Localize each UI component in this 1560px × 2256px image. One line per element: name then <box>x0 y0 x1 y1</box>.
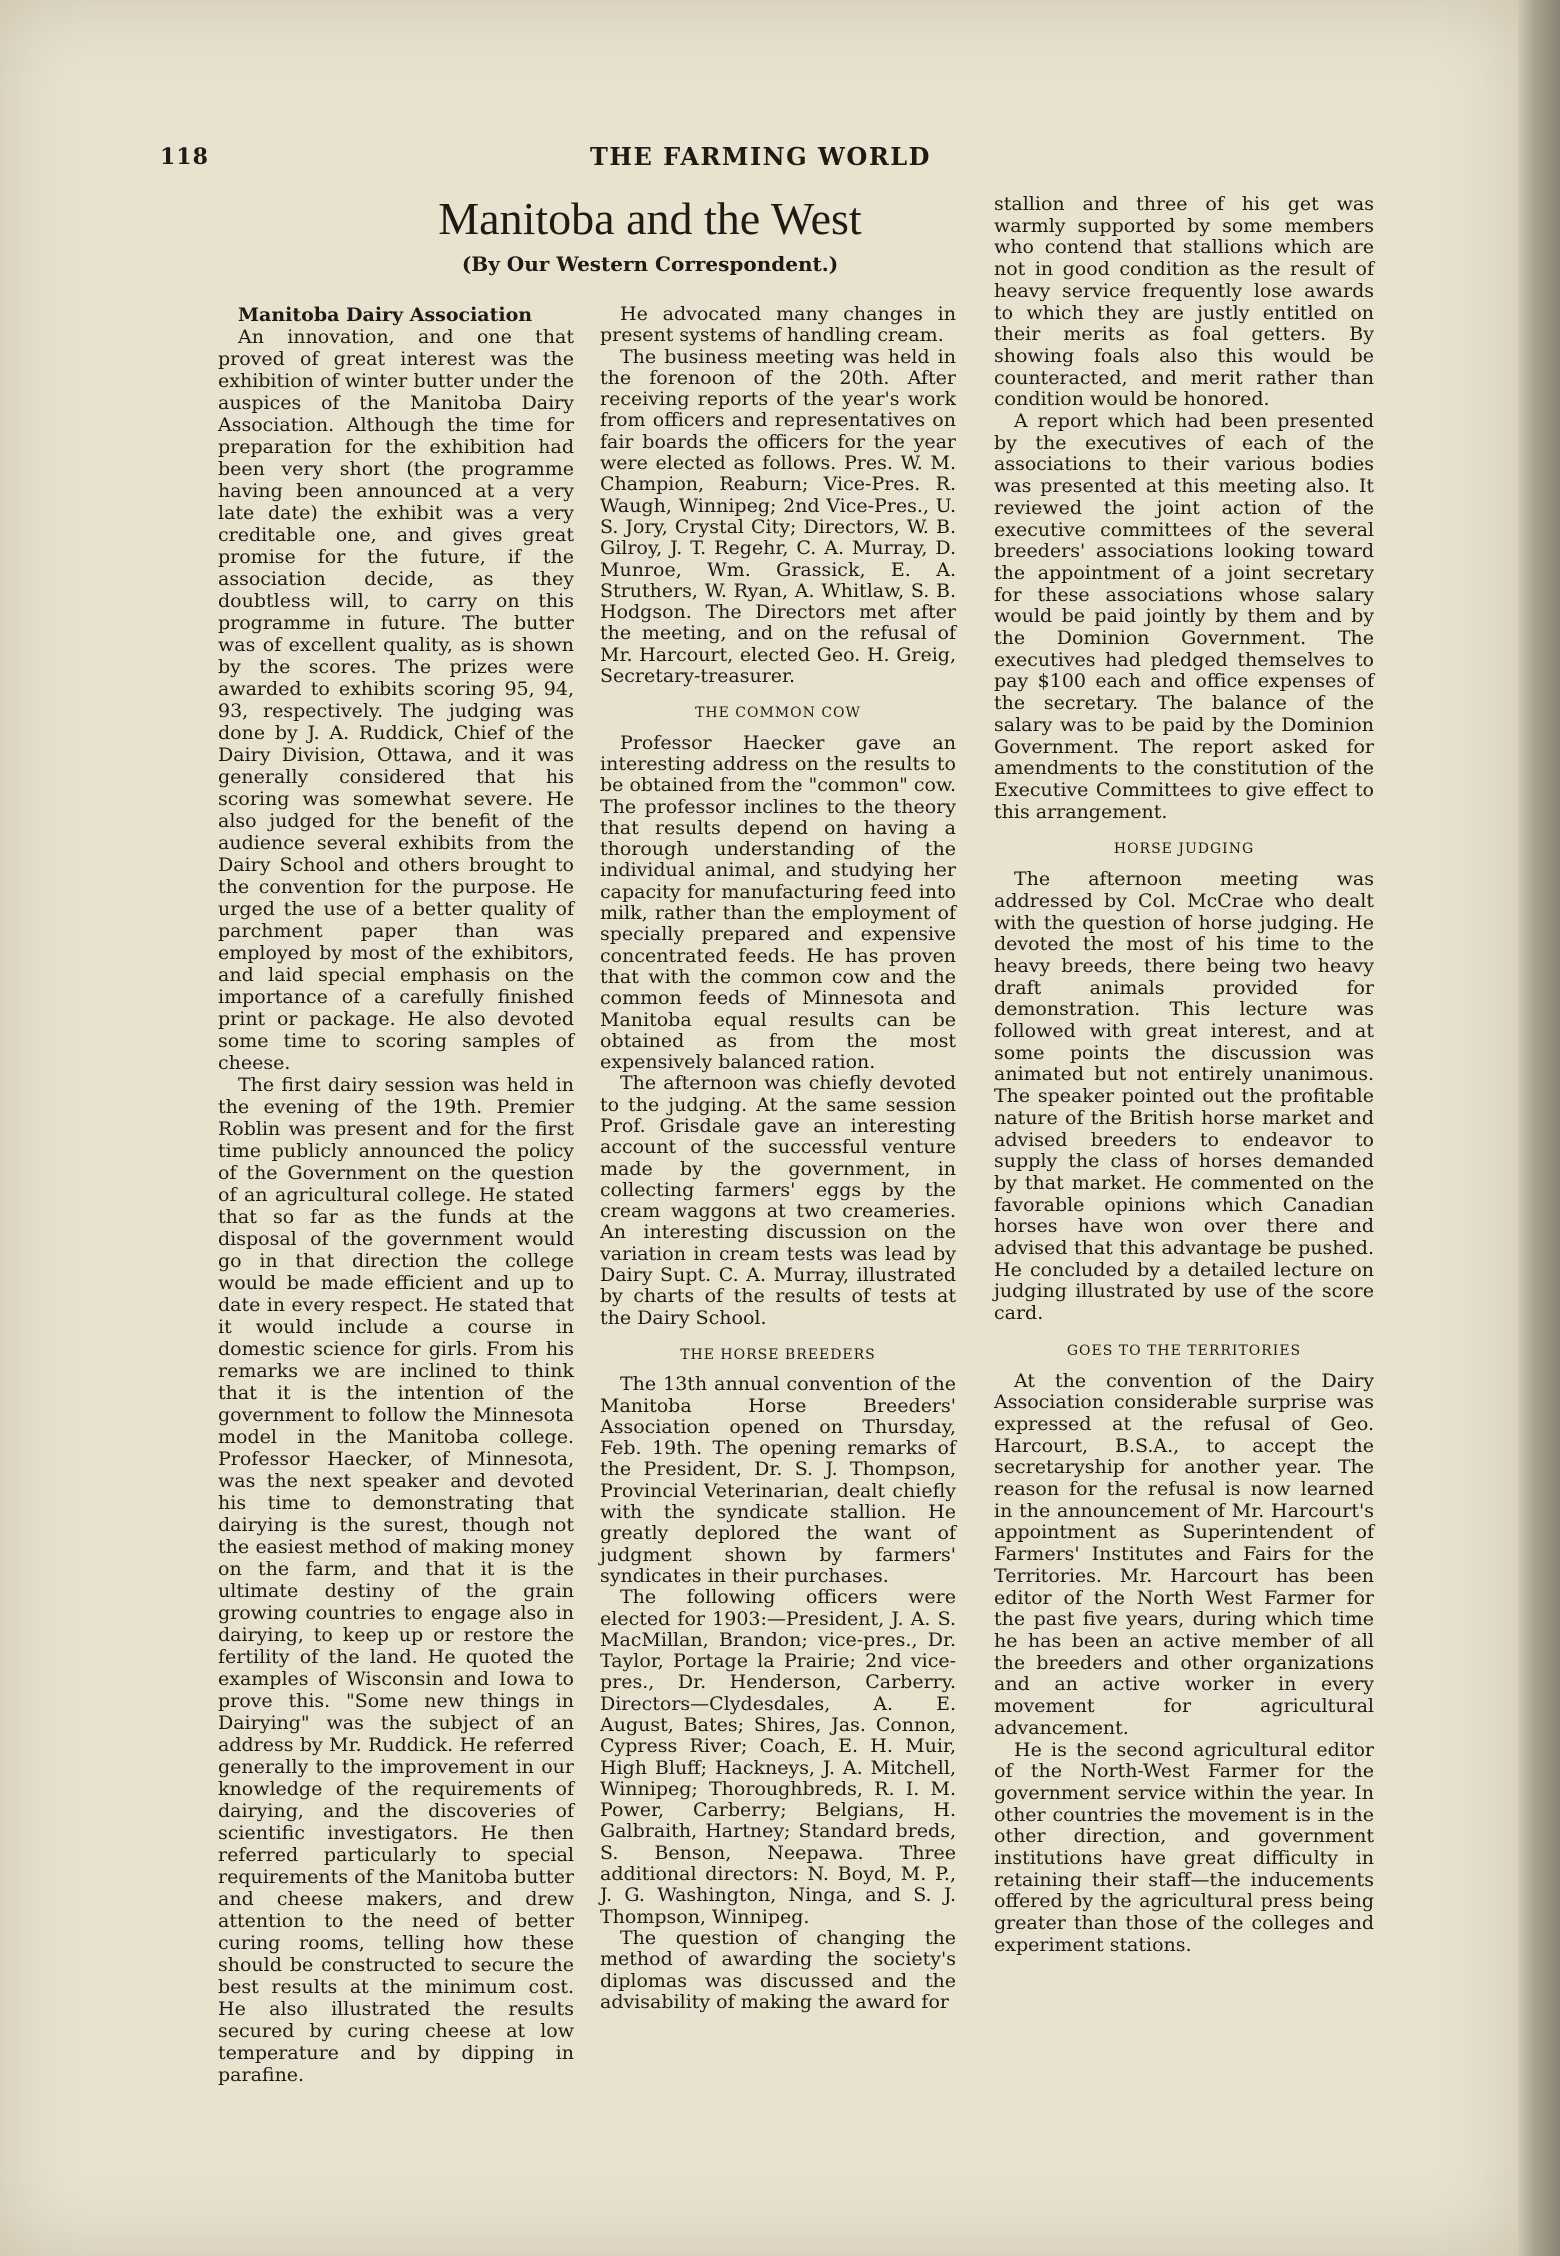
paragraph: He is the second agricultural editor of the North-West Farmer for the government service within the year. In other countries the movement is in the other direction, and government institutions have great difficulty in retaining their staff—the inducements offered by the agricultural press being greater than those of the colleges and experiment stations. <box>994 1738 1374 1956</box>
article-byline: (By Our Western Correspondent.) <box>461 252 839 276</box>
article-title: Manitoba and the West <box>438 193 862 244</box>
section-heading: GOES TO THE TERRITORIES <box>1066 1342 1302 1359</box>
paragraph: The 13th annual convention of the Manitoba Horse Breeders' Association opened on Thursday, Feb. 19th. The opening remarks of the President, Dr. S. J. Thompson, Provincial Veterinarian, dealt chiefly with the syndicate stallion. He greatly deplored the want of judgment shown by farmers' syndicates in their purchases. <box>600 1373 956 1587</box>
paragraph: The question of changing the method of awarding the society's diplomas was discussed and the advisability of making the award for <box>600 1926 956 2013</box>
page-number: 118 <box>160 144 209 170</box>
section-heading: HORSE JUDGING <box>1113 841 1255 858</box>
paragraph: He advocated many changes in present systems of handling cream. <box>600 303 956 347</box>
paragraph: A report which had been presented by the executives of each of the associations to their various bodies was presented at this meeting also. It reviewed the joint action of the executive committees of the several breeders' associations looking toward the appointment of a joint secretary for these associations whose salary would be paid jointly by them and by the Dominion Government. The executives had pledged themselves to pay $100 each and office expenses of the secretary. The balance of the salary was to be paid by the Dominion Government. The report asked for amendments to the constitution of the Executive Committees to give effect to this arrangement. <box>994 410 1374 823</box>
column-1 <box>218 304 574 2086</box>
section-heading: THE HORSE BREEDERS <box>680 1346 876 1363</box>
paragraph: stallion and three of his get was warmly supported by some members who contend that stallions which are not in good condition as the result of heavy service frequently lose awards to which they are justly entitled on their merits as foal getters. By showing foals also this would be counteracted, and merit rather than condition would be honored. <box>994 193 1374 411</box>
paragraph: The afternoon was chiefly devoted to the judging. At the same session Prof. Grisdale gave an interesting account of the successful venture made by the government, in collecting farmers' eggs by the cream waggons at two creameries. An interesting discussion on the variation in cream tests was lead by Dairy Supt. C. A. Murray, illustrated by charts of the results of tests at the Dairy School. <box>600 1072 956 1329</box>
section-heading: THE COMMON COW <box>695 705 861 722</box>
paragraph: The afternoon meeting was addressed by Col. McCrae who dealt with the question of horse judging. He devoted the most of his time to the heavy breeds, there being two heavy draft animals provided for demonstration. This lecture was followed with great interest, and at some points the discussion was animated but not entirely unanimous. The speaker pointed out the profitable nature of the British horse market and advised breeders to endeavor to supply the class of horses demanded by that market. He commented on the favorable opinions which Canadian horses have won over there and advised that this advantage be pushed. He concluded by a detailed lecture on judging illustrated by use of the score card. <box>994 868 1374 1325</box>
page-gutter <box>1518 0 1560 2256</box>
section-subhead: Manitoba Dairy Association <box>238 304 533 326</box>
paragraph: Professor Haecker gave an interesting address on the results to be obtained from the "common" cow. The professor inclines to the theory that results depend on having a thorough understanding of the individual animal, and studying her capacity for manufacturing feed into milk, rather than the employment of specially prepared and expensive concentrated feeds. He has proven that with the common cow and the common feeds of Minnesota and Manitoba equal results can be obtained as from the most expensively balanced ration. <box>600 731 956 1074</box>
column-2 <box>600 304 956 2013</box>
column-3 <box>994 194 1374 1957</box>
paragraph: The business meeting was held in the forenoon of the 20th. After receiving reports of the year's work from officers and representatives on fair boards the officers for the year were elected as follows. Pres. W. M. Champion, Reaburn; Vice-Pres. R. Waugh, Winnipeg; 2nd Vice-Pres., U. S. Jory, Crystal City; Directors, W. B. Gilroy, J. T. Regehr, C. A. Murray, D. Munroe, Wm. Grassick, E. A. Struthers, W. Ryan, A. Whitlaw, S. B. Hodgson. The Directors met after the meeting, and on the refusal of Mr. Harcourt, elected Geo. H. Greig, Secretary-treasurer. <box>600 345 956 688</box>
paragraph: The first dairy session was held in the evening of the 19th. Premier Roblin was present and for the first time publicly announced the policy of the Government on the question of an agricultural college. He stated that so far as the funds at the disposal of the government would go in that direction the college would be made efficient and up to date in every respect. He stated that it would include a course in domestic science for girls. From his remarks we are inclined to think that it is the intention of the government to follow the Minnesota model in the Manitoba college. Professor Haecker, of Minnesota, was the next speaker and devoted his time to demonstrating that dairying is the surest, though not the easiest method of making money on the farm, and that it is the ultimate destiny of the grain growing countries to engage also in dairying, to keep up or restore the fertility of the land. He quoted the examples of Wisconsin and Iowa to prove this. "Some new things in Dairying" was the subject of an address by Mr. Ruddick. He referred generally to the improvement in our knowledge of the requirements of dairying, and the discoveries of scientific investigators. He then referred particularly to special requirements of the Manitoba butter and cheese makers, and drew attention to the need of better curing rooms, telling how these should be constructed to secure the best results at the minimum cost. He also illustrated the results secured by curing cheese at low temperature and by dipping in parafine. <box>218 1074 574 2086</box>
paragraph: The following officers were elected for 1903:—President, J. A. S. MacMillan, Brandon; vice-pres., Dr. Taylor, Portage la Prairie; 2nd vice-pres., Dr. Henderson, Carberry. Directors—Clydesdales, A. E. August, Bates; Shires, Jas. Connon, Cypress River; Coach, E. H. Muir, High Bluff; Hackneys, J. A. Mitchell, Winnipeg; Thoroughbreds, R. I. M. Power, Carberry; Belgians, H. Galbraith, Hartney; Standard breds, S. Benson, Neepawa. Three additional directors: N. Boyd, M. P., J. G. Washington, Ninga, and S. J. Thompson, Winnipeg. <box>600 1586 956 1928</box>
running-head: THE FARMING WORLD <box>590 142 931 171</box>
paragraph: At the convention of the Dairy Association considerable surprise was expressed at the refusal of Geo. Harcourt, B.S.A., to accept the secretaryship for another year. The reason for the refusal is now learned in the announcement of Mr. Harcourt's appointment as Superintendent of Farmers' Institutes and Fairs for the Territories. Mr. Harcourt has been editor of the North West Farmer for the past five years, during which time he has been an active member of all the breeders and other organizations and an active worker in every movement for agricultural advancement. <box>994 1369 1374 1739</box>
paragraph: An innovation, and one that proved of great interest was the exhibition of winter butter under the auspices of the Manitoba Dairy Association. Although the time for preparation for the exhibition had been very short (the programme having been announced at a very late date) the exhibit was a very creditable one, and gives great promise for the future, if the association decide, as they doubtless will, to carry on this programme in future. The butter was of excellent quality, as is shown by the scores. The prizes were awarded to exhibits scoring 95, 94, 93, respectively. The judging was done by J. A. Ruddick, Chief of the Dairy Division, Ottawa, and it was generally considered that his scoring was somewhat severe. He also judged for the benefit of the audience several exhibits from the Dairy School and others brought to the convention for the purpose. He urged the use of a better quality of parchment paper than was employed by most of the exhibitors, and laid special emphasis on the importance of a carefully finished print or package. He also devoted some time to scoring samples of cheese. <box>218 326 574 1074</box>
